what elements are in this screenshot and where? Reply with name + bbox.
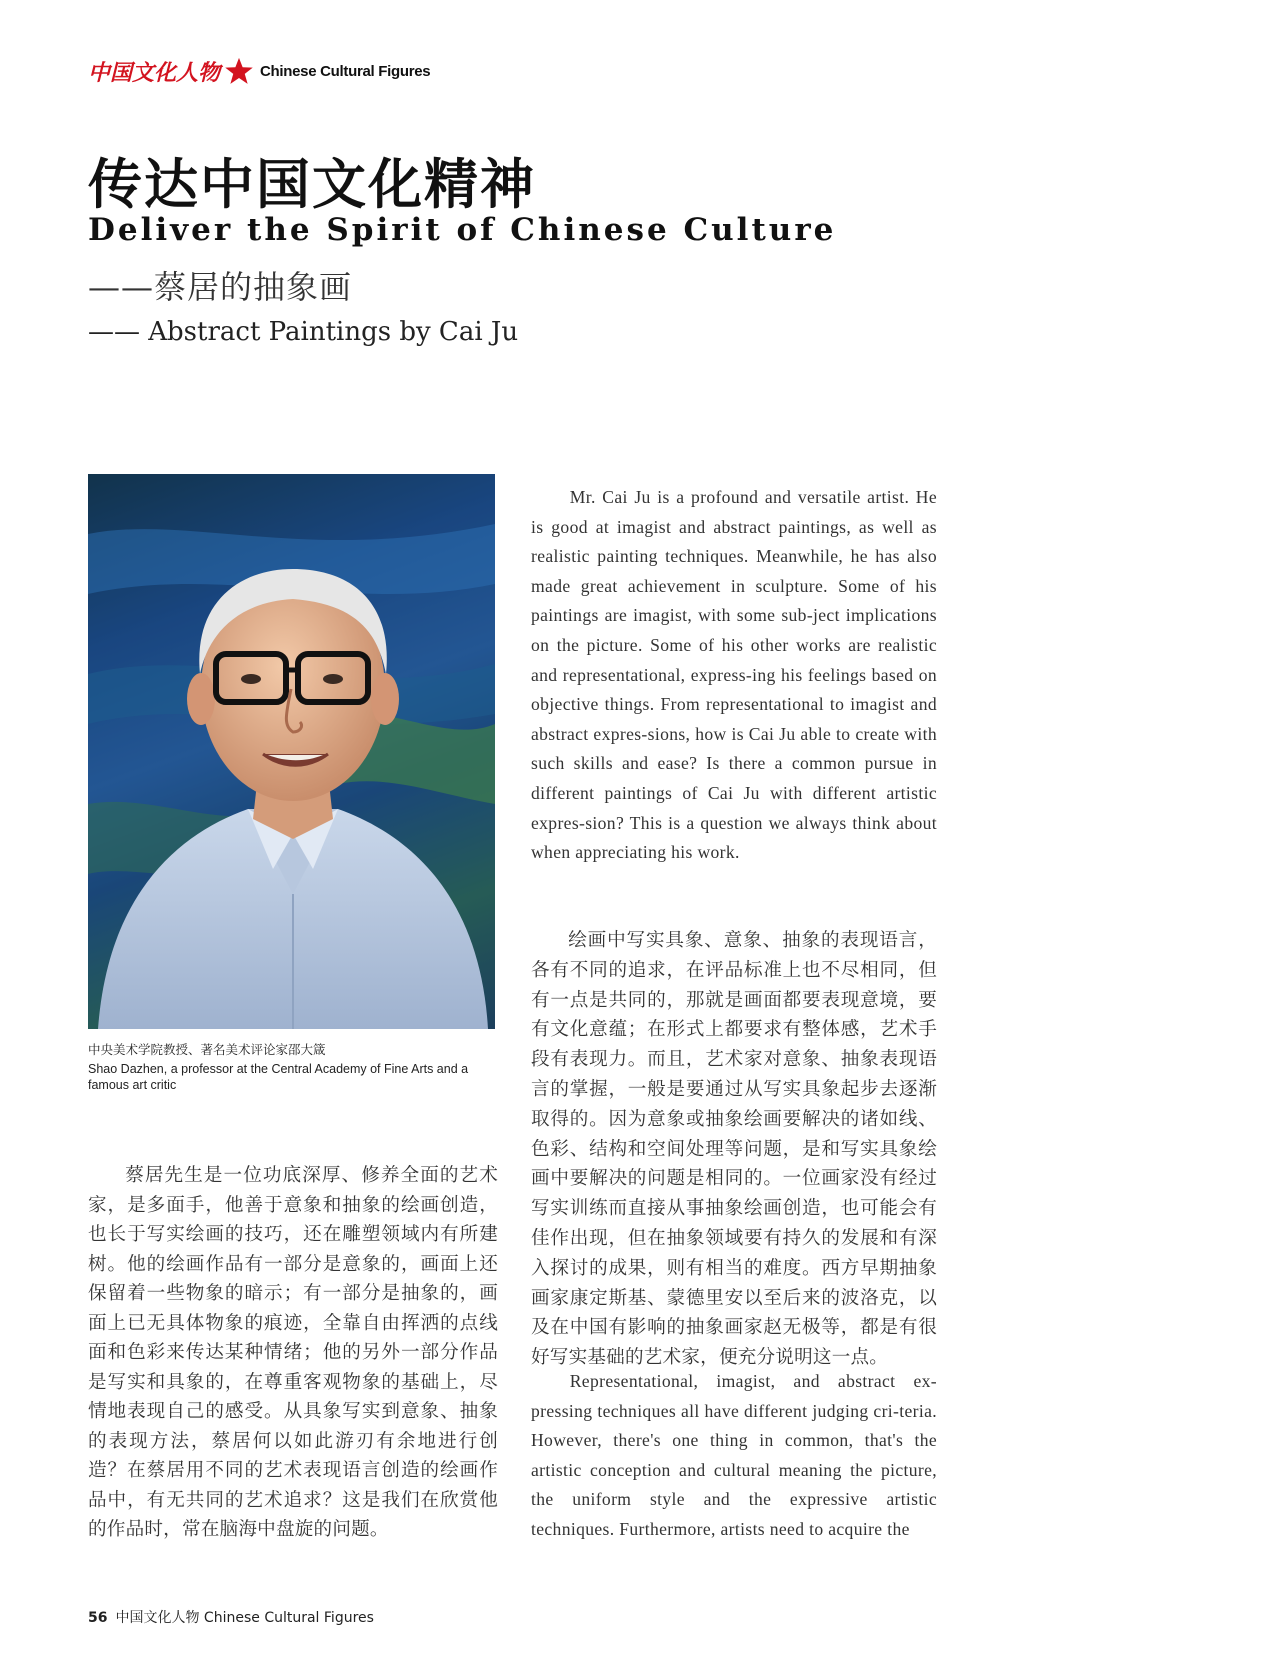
body-paragraph-cn-left: 蔡居先生是一位功底深厚、修养全面的艺术家，是多面手，他善于意象和抽象的绘画创造，也长于写实绘画的技巧，还在雕塑领域内有所建树。他的绘画作品有一部分是意象的，画面上还保留着一些物象的暗示；有一部分是抽象的，画面上已无具体物象的痕迹，全靠自由挥洒的点线面和色彩来传达某种情绪；他的另外一部分作品是写实和具象的，在尊重客观物象的基础上，尽情地表现自己的感受。从具象写实到意象、抽象的表现方法，蔡居何以如此游刃有余地进行创造？在蔡居用不同的艺术表现语言创造的绘画作品中，有无共同的艺术追求？这是我们在欣赏他的作品时，常在脑海中盘旋的问题。 bbox=[88, 1165, 498, 1540]
article-title-cn: 传达中国文化精神 bbox=[88, 152, 536, 216]
page-number: 56 bbox=[88, 1610, 108, 1626]
footer-text: 中国文化人物 Chinese Cultural Figures bbox=[115, 1610, 374, 1626]
article-subtitle-cn: ——蔡居的抽象画 bbox=[88, 268, 353, 306]
portrait-photo bbox=[88, 474, 495, 1029]
photo-caption bbox=[88, 1040, 498, 1093]
magazine-header bbox=[88, 54, 430, 88]
star-icon bbox=[224, 56, 254, 86]
body-paragraph-en-2: Representational, imagist, and abstract ex-pressing techniques all have different judging cri-teria. However, there's one thing in common, that's the artistic conception and cultural meaning the picture, the uniform style and the expressive artistic techniques. Furthermore, artists need to acquire the bbox=[531, 1371, 937, 1539]
body-paragraph-cn-right: 绘画中写实具象、意象、抽象的表现语言，各有不同的追求，在评品标准上也不尽相同，但有一点是共同的，那就是画面都要表现意境，要有文化意蕴；在形式上都要求有整体感，艺术手段有表现力。而且，艺术家对意象、抽象表现语言的掌握，一般是要通过从写实具象起步去逐渐取得的。因为意象或抽象绘画要解决的诸如线、色彩、结构和空间处理等问题，是和写实具象绘画中要解决的问题是相同的。一位画家没有经过写实训练而直接从事抽象绘画创造，也可能会有佳作出现，但在抽象领域要有持久的发展和有深入探讨的成果，则有相当的难度。西方早期抽象画家康定斯基、蒙德里安以至后来的波洛克，以及在中国有影响的抽象画家赵无极等，都是有很好写实基础的艺术家，便充分说明这一点。 bbox=[531, 930, 937, 1369]
article-title-en: Deliver the Spirit of Chinese Culture bbox=[88, 212, 837, 248]
portrait-illustration bbox=[88, 474, 495, 1029]
page-footer bbox=[88, 1607, 374, 1627]
caption-cn: 中央美术学院教授、著名美术评论家邵大箴 bbox=[88, 1042, 326, 1057]
caption-en: Shao Dazhen, a professor at the Central Academy of Fine Arts and a famous art critic bbox=[88, 1062, 469, 1092]
brand-name-cn: 中国文化人物 bbox=[88, 60, 221, 86]
brand-name-en: Chinese Cultural Figures bbox=[260, 62, 431, 80]
article-subtitle-en: —— Abstract Paintings by Cai Ju bbox=[88, 317, 519, 347]
body-paragraph-en-1: Mr. Cai Ju is a profound and versatile artist. He is good at imagist and abstract paintings, as well as realistic painting techniques. Meanwhile, he has also made great achievement in sculpture. Some of his paintings are imagist, with some sub-ject implications on the picture. Some of his other works are realistic and representational, express-ing his feelings based on objective things. From representational to imagist and abstract expres-sions, how is Cai Ju able to create with such skills and ease? Is there a common pursue in different paintings of Cai Ju with different artistic expres-sion? This is a question we always think about when appreciating his work. bbox=[531, 487, 937, 863]
